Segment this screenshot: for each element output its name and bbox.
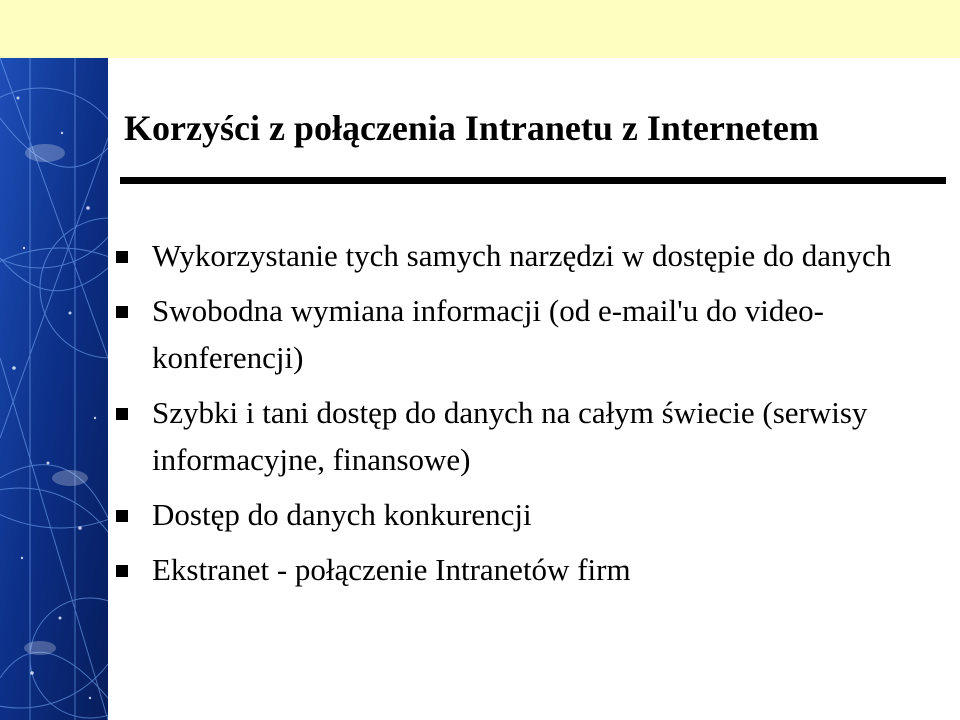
square-bullet-icon xyxy=(116,510,128,522)
celestial-map-decoration xyxy=(0,58,108,720)
bullet-item xyxy=(110,232,940,279)
square-bullet-icon xyxy=(116,565,128,577)
bullet-list xyxy=(110,232,940,601)
top-band xyxy=(0,0,960,58)
bullet-text: Dostęp do danych konkurencji xyxy=(152,497,532,532)
slide-title: Korzyści z połączenia Intranetu z Internetem xyxy=(124,108,819,148)
bullet-item xyxy=(110,287,940,381)
square-bullet-icon xyxy=(116,251,128,263)
bullet-item xyxy=(110,546,940,593)
bullet-text: Wykorzystanie tych samych narzędzi w dostępie do danych xyxy=(152,238,892,273)
bullet-text: Ekstranet - połączenie Intranetów firm xyxy=(152,552,631,587)
square-bullet-icon xyxy=(116,306,128,318)
bullet-item xyxy=(110,491,940,538)
bullet-text: Swobodna wymiana informacji (od e-mail'u do video-konferencji) xyxy=(152,293,824,375)
bullet-text: Szybki i tani dostęp do danych na całym świecie (serwisy informacyjne, finansowe) xyxy=(152,395,868,477)
title-underline xyxy=(120,177,946,184)
square-bullet-icon xyxy=(116,408,128,420)
bullet-item xyxy=(110,389,940,483)
